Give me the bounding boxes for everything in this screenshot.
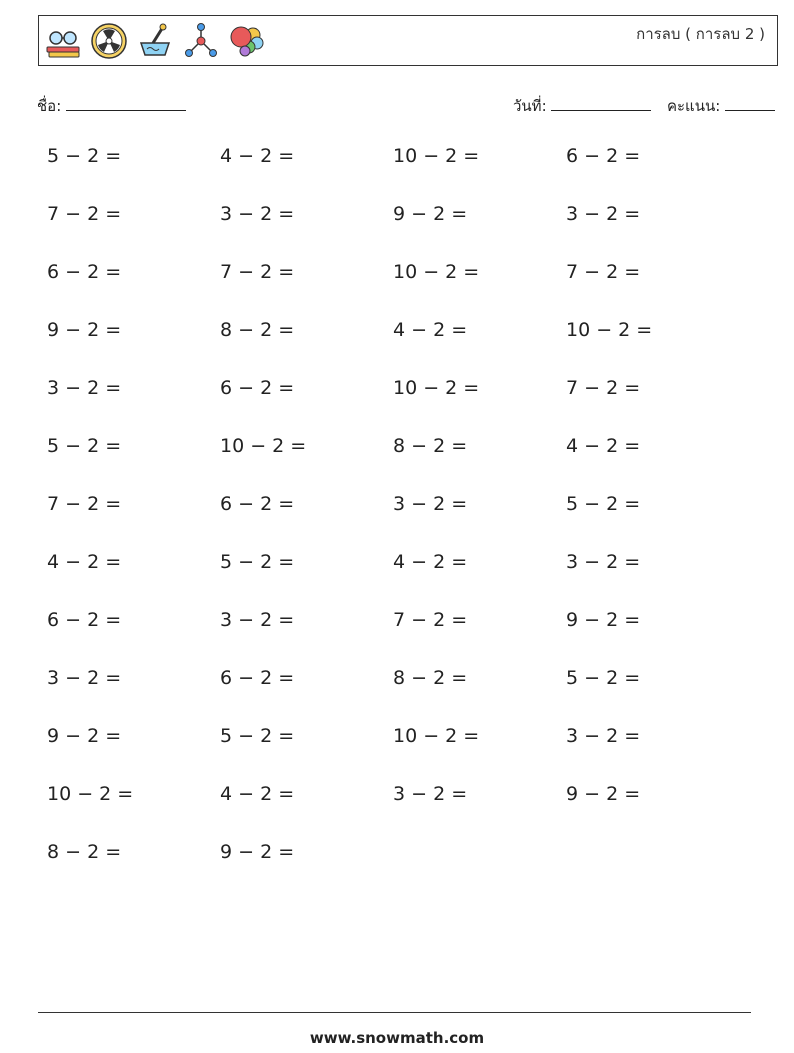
- problem-item: 3 − 2 =: [47, 667, 122, 689]
- mortar-pestle-icon: [135, 21, 175, 61]
- problem-item: 3 − 2 =: [220, 609, 295, 631]
- problem-item: 8 − 2 =: [393, 667, 468, 689]
- problem-item: 5 − 2 =: [566, 667, 641, 689]
- footer-divider: [38, 1012, 751, 1013]
- problem-item: 6 − 2 =: [220, 493, 295, 515]
- books-glasses-icon: [43, 21, 83, 61]
- problem-item: 4 − 2 =: [220, 145, 295, 167]
- worksheet-title: การลบ ( การลบ 2 ): [636, 25, 765, 43]
- problem-item: 9 − 2 =: [566, 783, 641, 805]
- worksheet-header: [38, 15, 778, 66]
- problem-item: 7 − 2 =: [393, 609, 468, 631]
- problem-item: 10 − 2 =: [393, 261, 480, 283]
- date-score-fields: [513, 94, 775, 118]
- problem-item: 9 − 2 =: [47, 319, 122, 341]
- problem-item: 8 − 2 =: [220, 319, 295, 341]
- problem-item: 7 − 2 =: [566, 261, 641, 283]
- problem-item: 5 − 2 =: [566, 493, 641, 515]
- problem-item: 5 − 2 =: [220, 725, 295, 747]
- problem-item: 7 − 2 =: [566, 377, 641, 399]
- name-label: ชื่อ:: [37, 97, 62, 115]
- name-blank[interactable]: [66, 96, 186, 111]
- problem-item: 7 − 2 =: [47, 203, 122, 225]
- problem-item: 8 − 2 =: [47, 841, 122, 863]
- problem-item: 6 − 2 =: [47, 609, 122, 631]
- problem-item: 4 − 2 =: [393, 551, 468, 573]
- problem-item: 10 − 2 =: [393, 725, 480, 747]
- problem-item: 3 − 2 =: [393, 493, 468, 515]
- problem-item: 10 − 2 =: [47, 783, 134, 805]
- footer-site: www.snowmath.com: [309, 1029, 485, 1047]
- score-blank[interactable]: [725, 96, 775, 111]
- problem-item: 10 − 2 =: [566, 319, 653, 341]
- problem-item: 6 − 2 =: [220, 667, 295, 689]
- header-icons: [43, 21, 267, 61]
- problem-item: 10 − 2 =: [220, 435, 307, 457]
- problem-item: 5 − 2 =: [47, 435, 122, 457]
- problem-item: 3 − 2 =: [566, 551, 641, 573]
- problem-item: 4 − 2 =: [47, 551, 122, 573]
- molecule-icon: [181, 21, 221, 61]
- date-label: วันที่:: [513, 97, 547, 115]
- balloons-icon: [227, 21, 267, 61]
- problem-item: 8 − 2 =: [393, 435, 468, 457]
- problem-item: 6 − 2 =: [47, 261, 122, 283]
- score-label: คะแนน:: [666, 97, 721, 115]
- problem-item: 5 − 2 =: [47, 145, 122, 167]
- name-field[interactable]: [37, 94, 186, 118]
- problem-item: 3 − 2 =: [566, 725, 641, 747]
- date-blank[interactable]: [551, 96, 651, 111]
- problem-item: 5 − 2 =: [220, 551, 295, 573]
- radiation-icon: [89, 21, 129, 61]
- problem-item: 9 − 2 =: [47, 725, 122, 747]
- problem-item: 9 − 2 =: [393, 203, 468, 225]
- problem-item: 7 − 2 =: [220, 261, 295, 283]
- problem-item: 3 − 2 =: [566, 203, 641, 225]
- problem-item: 10 − 2 =: [393, 145, 480, 167]
- problem-item: 9 − 2 =: [220, 841, 295, 863]
- problem-item: 6 − 2 =: [220, 377, 295, 399]
- problem-item: 3 − 2 =: [220, 203, 295, 225]
- problem-item: 7 − 2 =: [47, 493, 122, 515]
- problem-item: 10 − 2 =: [393, 377, 480, 399]
- problem-item: 9 − 2 =: [566, 609, 641, 631]
- problem-item: 4 − 2 =: [393, 319, 468, 341]
- problem-item: 6 − 2 =: [566, 145, 641, 167]
- problem-item: 3 − 2 =: [393, 783, 468, 805]
- problem-item: 4 − 2 =: [566, 435, 641, 457]
- problem-item: 4 − 2 =: [220, 783, 295, 805]
- problem-item: 3 − 2 =: [47, 377, 122, 399]
